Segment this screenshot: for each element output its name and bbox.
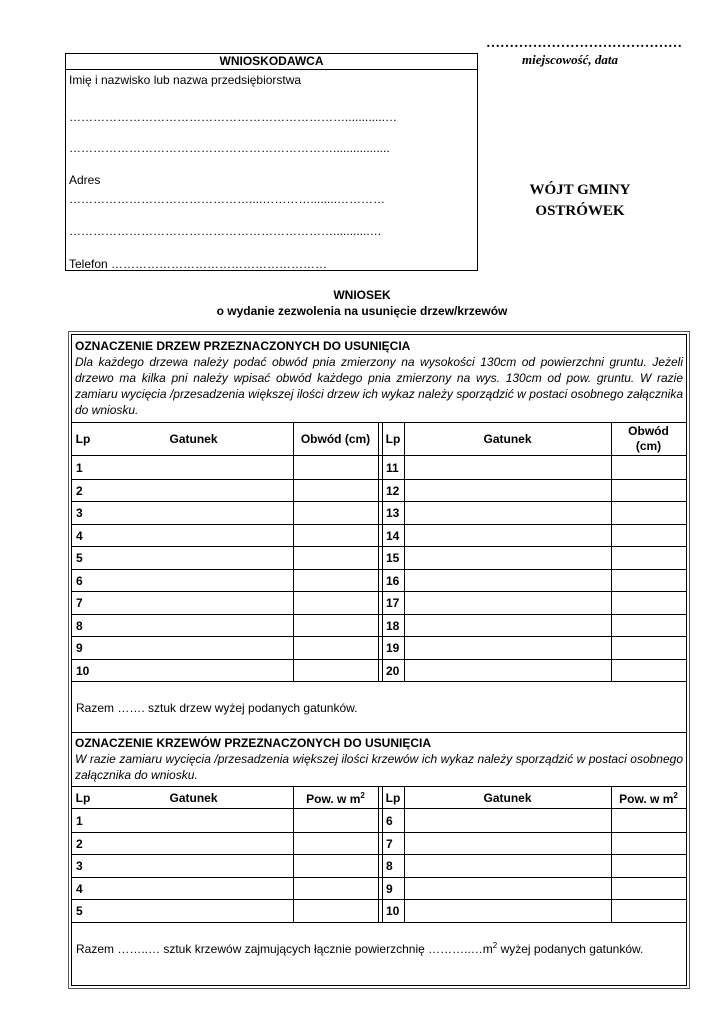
trees-col-species-left: Gatunek [169,432,218,446]
shrubs-table-bottom-line [72,922,686,923]
shrubs-summary-part1: Razem ……..… sztuk krzewów zajmujących łącznie powierzchnię ………..…m [76,942,493,956]
request-title: WNIOSEK [333,288,391,302]
shrubs-summary [76,941,643,956]
shrubs-row-number-right: 6 [386,814,393,828]
trees-col-girth-right [611,424,686,454]
shrubs-section-top-line [72,732,686,733]
trees-table-bottom-line [72,681,686,682]
trees-header-top-line [72,422,686,423]
shrubs-row-line [72,854,686,855]
trees-row-number-left: 4 [76,528,83,543]
applicant-name-field-2[interactable]: …………………………………………………………................. [69,141,390,155]
shrubs-row-number-right: 9 [386,881,393,896]
shrubs-section-title: OZNACZENIE KRZEWÓW PRZEZNACZONYCH DO USUNIĘCIA [75,736,431,750]
recipient-line-2: OSTRÓWEK [535,203,625,219]
shrubs-section-description: W razie zamiaru wycięcia /przesadzenia większej ilości krzewów ich wykaz należy sporządzić w postaci osobnego załącznika do wniosku. [75,752,683,782]
applicant-name-field[interactable]: ……………………………………………………………............… [69,110,398,124]
shrubs-row-line [72,877,686,878]
shrubs-col-area-left-sup: 2 [360,791,365,800]
place-date-label: miejscowość, data [522,52,619,67]
trees-divider-2 [378,422,379,681]
shrubs-row-number-right: 10 [386,904,400,919]
trees-summary: Razem ……. sztuk drzew wyżej podanych gatunków. [76,701,358,715]
trees-row-number-right: 16 [386,573,400,588]
trees-col-girth-right-line1: Obwód [628,424,669,438]
trees-row-line [72,591,686,592]
trees-divider-5 [611,422,612,681]
trees-row-number-left: 10 [76,663,90,678]
applicant-name-label: Imię i nazwisko lub nazwa przedsiębiorstwa [69,73,302,87]
trees-row-number-right: 11 [386,461,399,475]
applicant-phone-row [69,257,327,271]
shrubs-row-line [72,899,686,900]
shrubs-divider-4 [404,786,405,922]
trees-row-line [72,479,686,480]
applicant-box [65,53,478,271]
trees-row-number-left: 3 [76,506,83,520]
trees-row-number-left: 9 [76,641,83,655]
shrubs-row-number-left: 3 [76,859,83,874]
trees-row-number-right: 12 [386,483,400,498]
trees-row-number-left: 6 [76,573,83,588]
trees-divider-3 [382,422,383,681]
shrubs-row-number-left: 2 [76,836,83,851]
trees-col-lp-left: Lp [75,432,91,446]
trees-row-number-right: 20 [386,663,400,678]
trees-row-number-right: 18 [386,618,400,633]
trees-row-number-left: 2 [76,483,83,498]
shrubs-row-number-right: 8 [386,859,393,874]
shrubs-header-bottom-line [72,808,686,809]
trees-row-line [72,569,686,570]
request-form-inner [71,334,687,986]
shrubs-col-area-left-label: Pow. w m [306,792,361,806]
trees-row-line [72,501,686,502]
trees-header-bottom-line [72,455,686,456]
shrubs-summary-sup: 2 [492,941,498,950]
trees-row-number-left: 7 [76,596,83,610]
shrubs-col-lp-left: Lp [75,791,91,805]
trees-row-line [72,659,686,660]
shrubs-col-species-left: Gatunek [169,791,218,805]
request-title-block [0,287,724,319]
trees-row-line [72,546,686,547]
trees-section-title: OZNACZENIE DRZEW PRZEZNACZONYCH DO USUNIĘCIA [75,339,411,353]
request-form [68,331,690,989]
shrubs-divider-1 [293,786,294,922]
recipient-line-1: WÓJT GMINY [529,182,631,198]
trees-row-number-right: 17 [386,596,400,610]
trees-row-number-right: 19 [386,641,400,655]
trees-row-line [72,614,686,615]
shrubs-divider-3 [382,786,383,922]
applicant-address-field-2[interactable]: …………………………………………………………...........… [69,224,382,238]
shrubs-row-number-right: 7 [386,836,393,851]
trees-row-number-right: 15 [386,551,400,565]
shrubs-divider-2 [378,786,379,922]
recipient [518,180,642,222]
shrubs-col-species-right: Gatunek [483,791,532,805]
place-date-dots: …………………………………… [486,36,682,51]
shrubs-col-lp-right: Lp [385,791,401,805]
trees-row-number-left: 8 [76,618,83,633]
trees-col-girth-right-line2: (cm) [635,439,662,453]
trees-row-number-right: 14 [386,528,400,543]
trees-row-number-left: 1 [76,461,83,475]
shrubs-row-line [72,832,686,833]
applicant-phone-label: Telefon [69,257,108,271]
shrubs-divider-5 [611,786,612,922]
applicant-phone-field[interactable]: ……………………………………………… [111,257,328,271]
trees-row-number-left: 5 [76,551,83,565]
trees-row-line [72,524,686,525]
shrubs-col-area-right-label: Pow. w m [619,792,674,806]
shrubs-row-number-left: 4 [76,881,83,896]
trees-divider-4 [404,422,405,681]
shrubs-row-number-left: 5 [76,904,83,919]
trees-section-description: Dla każdego drzewa należy podać obwód pnia zmierzony na wysokości 130cm od powierzchni gruntu. Jeżeli drzewo ma kilka pni należy wpisać obwód każdego pnia zmierzony na wys. 130cm od pow. gruntu. W razie zamiaru wycięcia /przesadzenia większej ilości drzew ich wykaz należy sporządzić w postaci osobnego załącznika do wniosku. [75,355,683,417]
trees-row-line [72,636,686,637]
request-subtitle: o wydanie zezwolenia na usunięcie drzew/krzewów [216,304,508,318]
shrubs-col-area-right [611,791,686,806]
trees-col-lp-right: Lp [385,432,401,446]
trees-col-girth-left: Obwód (cm) [300,432,371,446]
trees-row-number-right: 13 [386,506,400,520]
trees-col-species-right: Gatunek [483,432,532,446]
shrubs-row-number-left: 1 [76,814,83,828]
shrubs-col-area-right-sup: 2 [673,791,678,800]
applicant-title: WNIOSKODAWCA [66,54,477,70]
trees-divider-1 [293,422,294,681]
applicant-address-field[interactable]: ………………………………………....…………........………… [69,192,386,206]
shrubs-summary-part2: wyżej podanych gatunków. [497,942,644,956]
shrubs-header-top-line [72,786,686,787]
shrubs-col-area-left [293,791,378,806]
applicant-address-label: Adres [69,173,101,187]
